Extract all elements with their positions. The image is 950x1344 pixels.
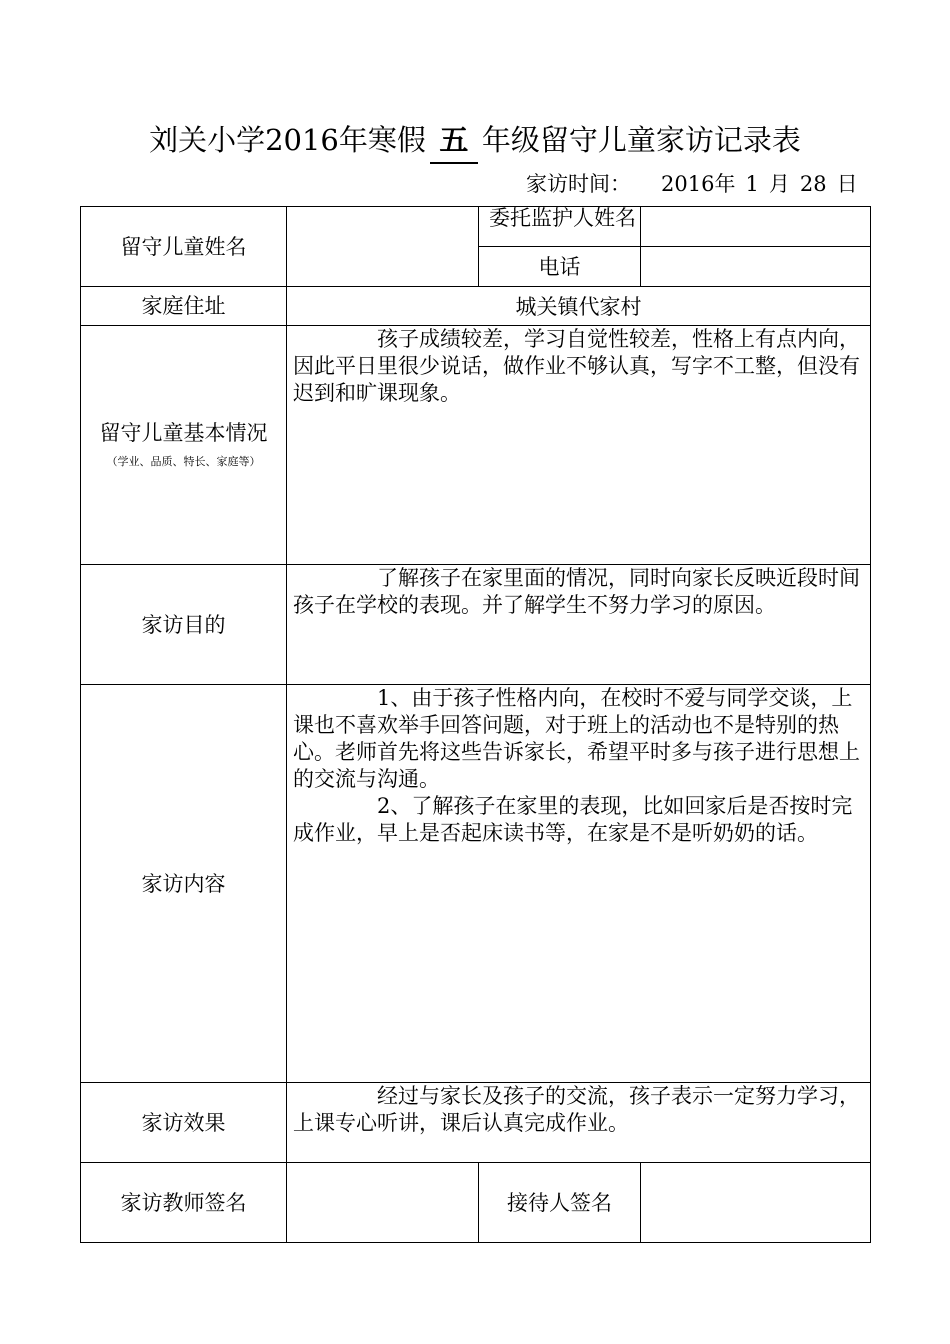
visit-day-unit: 日	[836, 172, 858, 196]
effect-cell[interactable]	[287, 1083, 871, 1163]
purpose-cell[interactable]	[287, 565, 871, 685]
child-name-label: 留守儿童姓名	[81, 207, 287, 287]
page-title	[0, 118, 950, 164]
guardian-name-label: 委托监护人姓名	[479, 207, 641, 247]
guardian-name-field[interactable]	[641, 207, 871, 247]
basic-info-text: 孩子成绩较差，学习自觉性较差，性格上有点内向，因此平日里很少说话，做作业不够认真，写字不工整，但没有迟到和旷课现象。	[293, 327, 860, 405]
teacher-sign-label: 家访教师签名	[81, 1163, 287, 1243]
visit-date	[526, 170, 858, 198]
visit-year: 2016年	[661, 172, 736, 196]
basic-info-label: 留守儿童基本情况	[99, 421, 268, 445]
basic-info-label-cell	[81, 326, 287, 565]
purpose-text: 了解孩子在家里面的情况，同时向家长反映近段时间孩子在学校的表现。并了解学生不努力学习的原因。	[293, 566, 860, 617]
basic-info-row	[81, 326, 871, 565]
content-row	[81, 685, 871, 1083]
teacher-sign-field[interactable]	[287, 1163, 479, 1243]
title-suffix: 年级留守儿童家访记录表	[481, 123, 801, 157]
receiver-sign-label: 接待人签名	[479, 1163, 641, 1243]
content-text-2: 2、了解孩子在家里的表现，比如回家后是否按时完成作业，早上是否起床读书等，在家是不是听奶奶的话。	[293, 794, 853, 845]
signature-row	[81, 1163, 871, 1243]
visit-month-unit: 月	[768, 172, 790, 196]
effect-text: 经过与家长及孩子的交流，孩子表示一定努力学习，上课专心听讲，课后认真完成作业。	[293, 1084, 860, 1135]
effect-label: 家访效果	[81, 1083, 287, 1163]
visit-month: 1	[745, 172, 759, 196]
grade-value: 五	[430, 118, 478, 164]
address-row	[81, 287, 871, 326]
address-value[interactable]: 城关镇代家村	[287, 287, 871, 326]
receiver-sign-field[interactable]	[641, 1163, 871, 1243]
content-cell[interactable]	[287, 685, 871, 1083]
visit-day: 28	[799, 172, 827, 196]
child-name-row	[81, 207, 871, 247]
purpose-row	[81, 565, 871, 685]
content-label: 家访内容	[81, 685, 287, 1083]
content-text-1: 1、由于孩子性格内向，在校时不爱与同学交谈，上课也不喜欢举手回答问题，对于班上的活动也不是特别的热心。老师首先将这些告诉家长，希望平时多与孩子进行思想上的交流与沟通。	[293, 686, 860, 791]
phone-field[interactable]	[641, 247, 871, 287]
visit-date-label: 家访时间：	[526, 172, 631, 196]
basic-info-sublabel: （学业、品质、特长、家庭等）	[106, 455, 261, 468]
phone-label: 电话	[479, 247, 641, 287]
purpose-label: 家访目的	[81, 565, 287, 685]
child-name-field[interactable]	[287, 207, 479, 287]
record-table	[80, 206, 871, 1243]
effect-row	[81, 1083, 871, 1163]
basic-info-cell[interactable]	[287, 326, 871, 565]
title-prefix: 刘关小学2016年寒假	[149, 123, 426, 157]
address-label: 家庭住址	[81, 287, 287, 326]
